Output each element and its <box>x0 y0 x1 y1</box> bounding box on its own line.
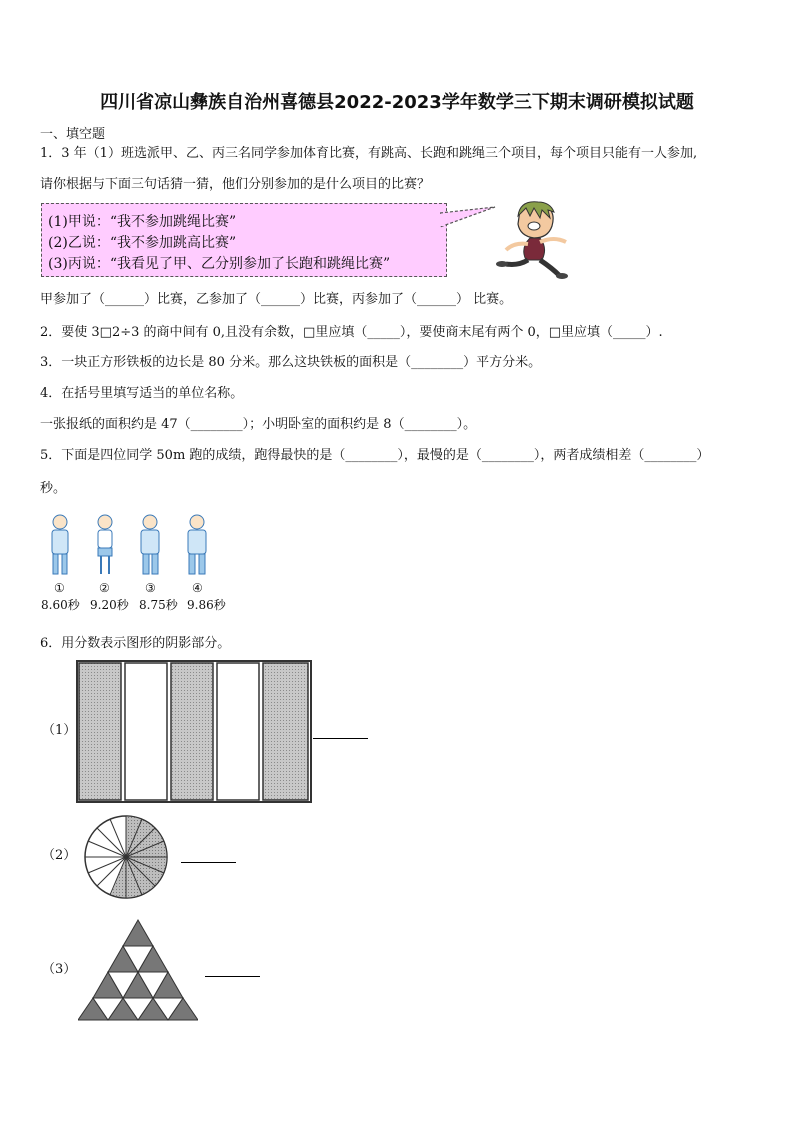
runner-4-figure <box>188 515 206 574</box>
bubble-line-2: (2)乙说：“我不参加跳高比赛” <box>48 235 237 251</box>
q2: 2．要使 3□2÷3 的商中间有 0,且没有余数，□里应填（_____），要使商末尾有两个 0，□里应填（_____）. <box>40 325 663 340</box>
circle-fraction-figure <box>83 814 169 900</box>
q6-part2-answer-line[interactable] <box>181 862 236 863</box>
runner-3-num: ③ <box>145 581 156 595</box>
bubble-line-3: (3)丙说：“我看见了甲、乙分别参加了长跑和跳绳比赛” <box>48 256 391 272</box>
q5-line2: 秒。 <box>40 481 67 496</box>
section-fill-in: 一、填空题 <box>40 127 106 142</box>
runner-2-num: ② <box>99 581 110 595</box>
runner-2-figure <box>98 515 112 574</box>
running-boy-illustration <box>490 198 580 280</box>
q6-part2-label: （2） <box>42 848 77 863</box>
q1-line2: 请你根据与下面三句话猜一猜，他们分别参加的是什么项目的比赛？ <box>40 177 431 192</box>
runner-4-time: 9.86秒 <box>187 598 226 612</box>
runner-3-figure <box>141 515 159 574</box>
bubble-line-1: (1)甲说：“我不参加跳绳比赛” <box>48 214 237 230</box>
triangle-fraction-figure <box>78 918 198 1022</box>
runner-4-num: ④ <box>192 581 203 595</box>
q1-answer: 甲参加了（______）比赛，乙参加了（______）比赛，丙参加了（______） 比赛。 <box>40 292 513 307</box>
q5-line1: 5．下面是四位同学 50m 跑的成绩，跑得最快的是（________），最慢的是（________），两者成绩相差（________） <box>40 448 710 463</box>
q6-part3-answer-line[interactable] <box>205 976 260 977</box>
striped-rectangle-figure <box>76 660 312 803</box>
q4-line2: 一张报纸的面积约是 47（________）；小明卧室的面积约是 8（________）。 <box>40 417 477 432</box>
q6-line1: 6．用分数表示图形的阴影部分。 <box>40 636 231 651</box>
q6-part3-label: （3） <box>42 962 77 977</box>
runner-2-time: 9.20秒 <box>90 598 129 612</box>
page-title: 四川省凉山彝族自治州喜德县2022-2023学年数学三下期末调研模拟试题 <box>100 92 694 113</box>
runner-1-num: ① <box>54 581 65 595</box>
runner-1-figure <box>52 515 68 574</box>
q4-line1: 4．在括号里填写适当的单位名称。 <box>40 386 244 401</box>
q6-part1-label: （1） <box>42 723 77 738</box>
q6-part1-answer-line[interactable] <box>313 738 368 739</box>
runners-illustration <box>42 512 232 578</box>
runner-1-time: 8.60秒 <box>41 598 80 612</box>
q1-line1: 1．3 年（1）班选派甲、乙、丙三名同学参加体育比赛，有跳高、长跑和跳绳三个项目，每个项目只能有一人参加, <box>40 146 698 161</box>
q3: 3．一块正方形铁板的边长是 80 分米。那么这块铁板的面积是（________）平方分米。 <box>40 355 542 370</box>
runner-3-time: 8.75秒 <box>139 598 178 612</box>
